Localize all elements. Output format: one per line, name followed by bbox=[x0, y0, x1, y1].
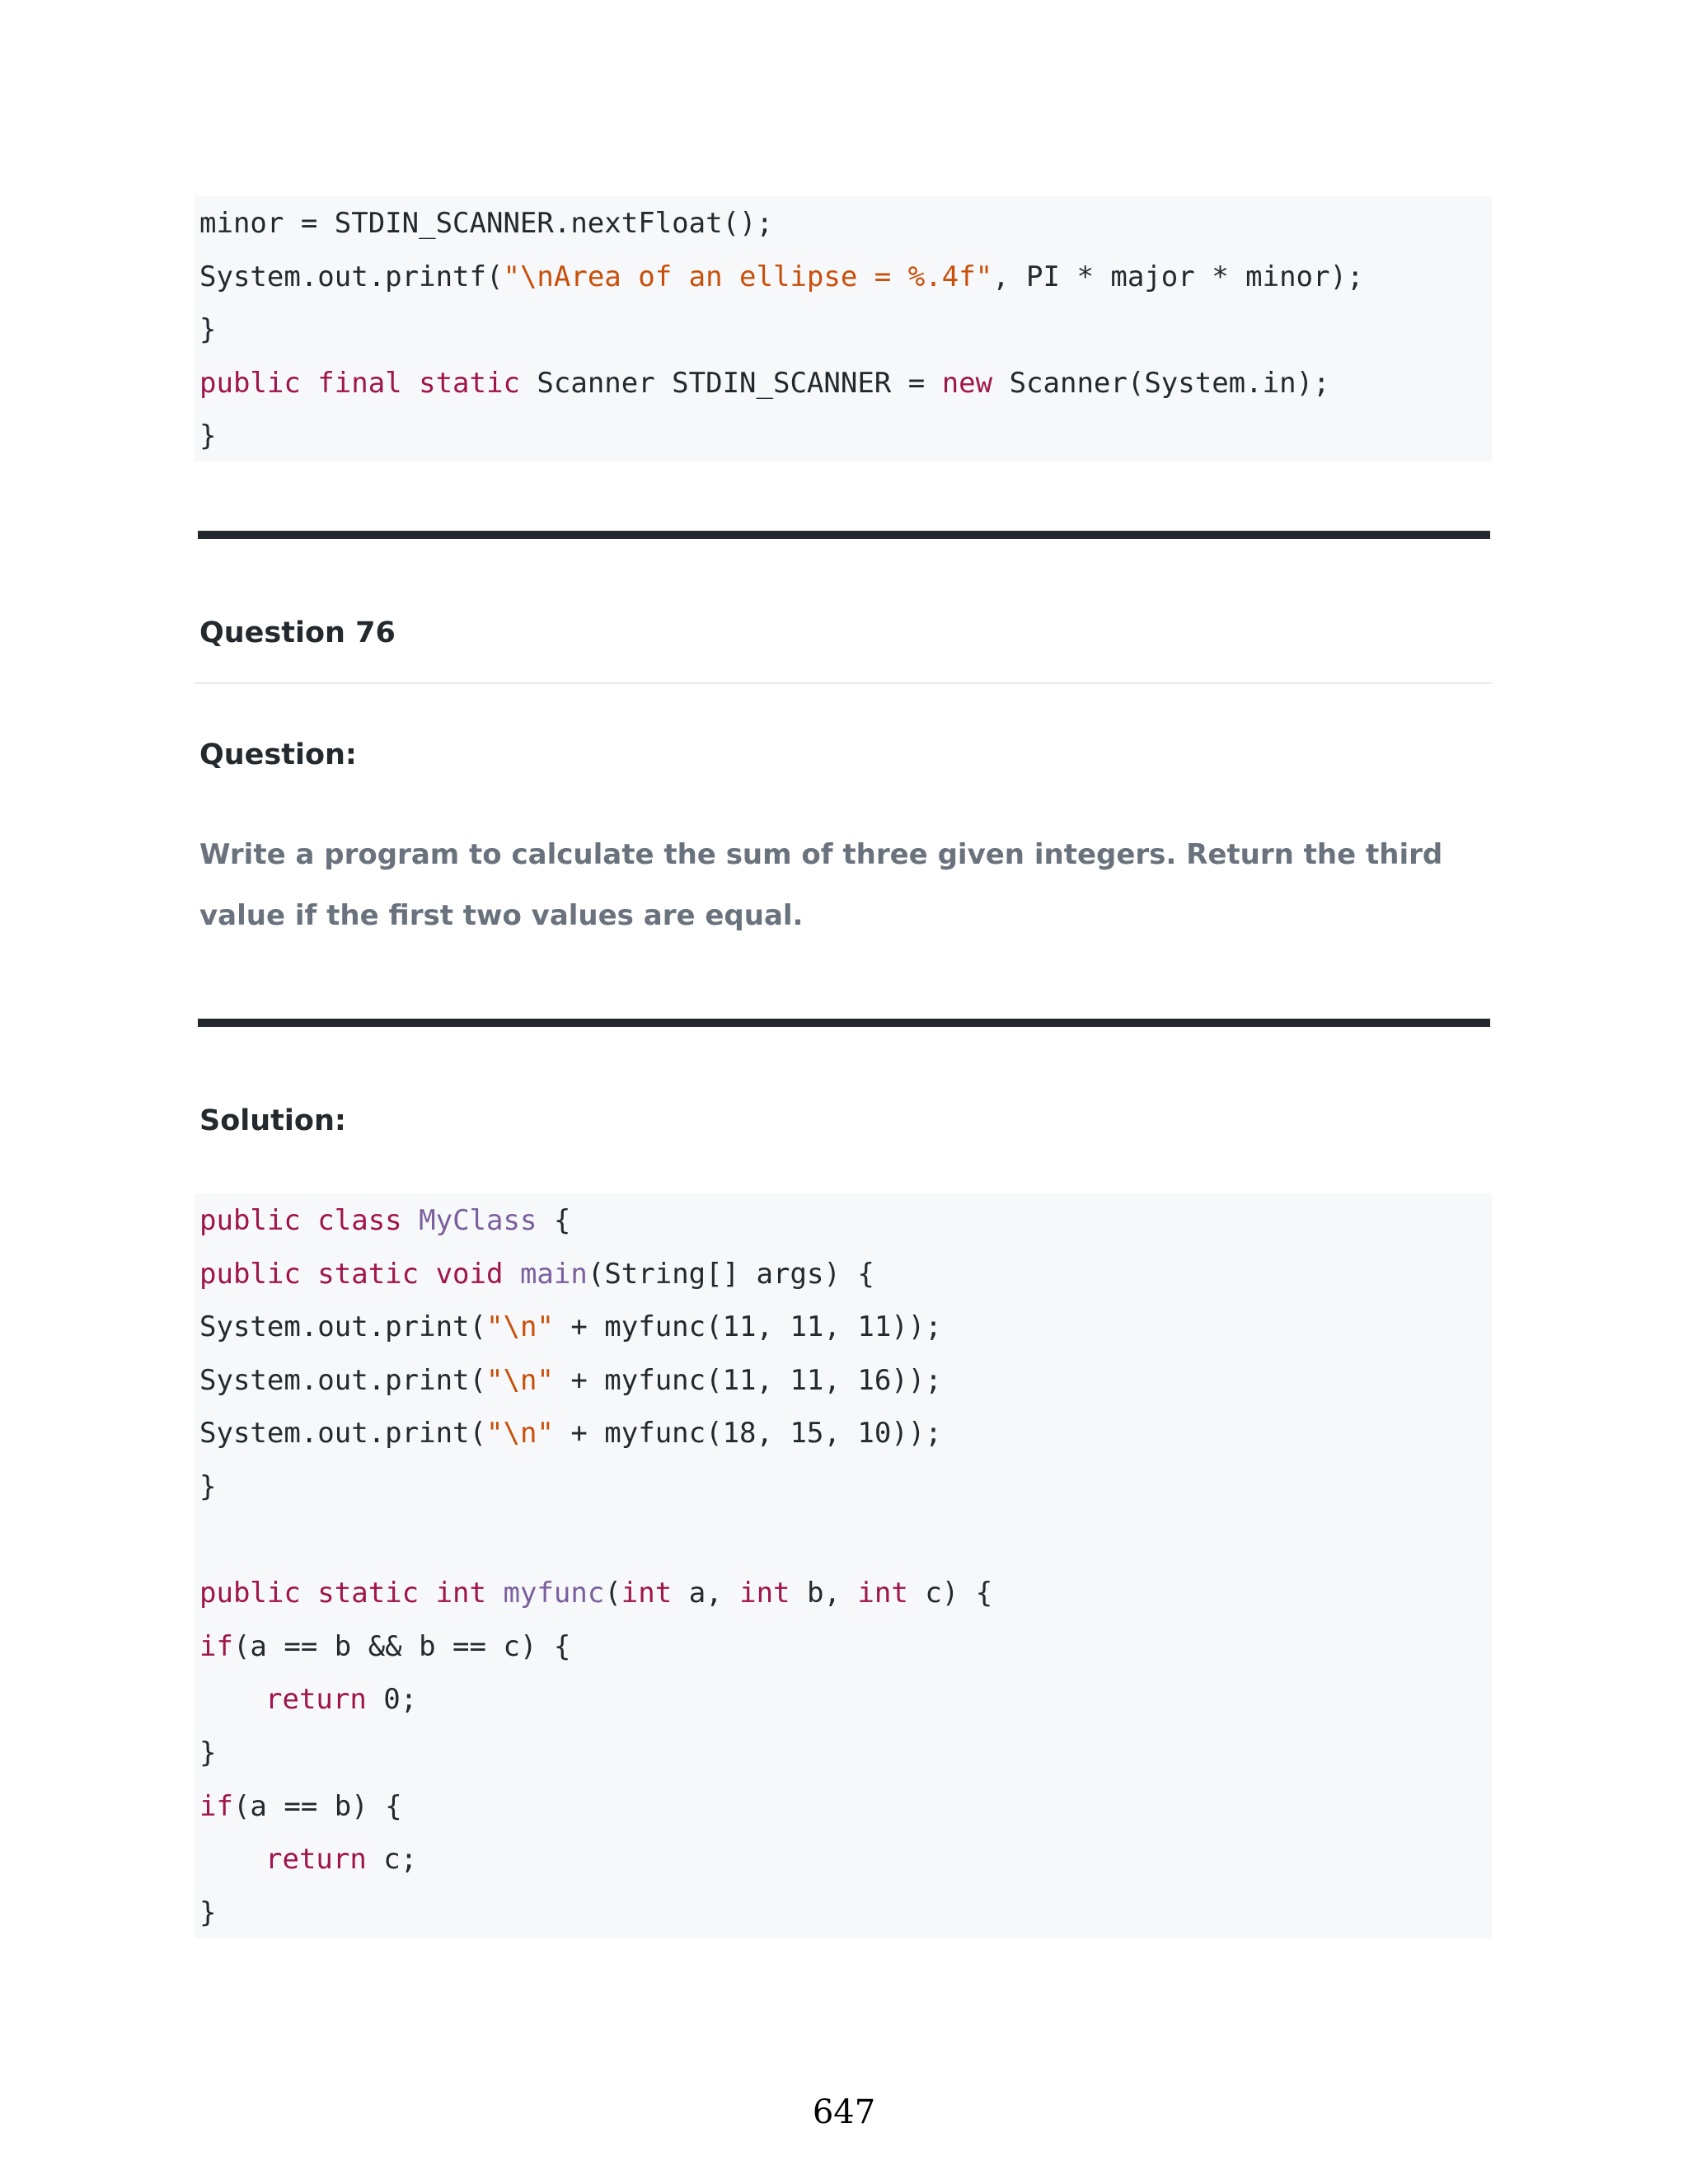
keyword: return bbox=[265, 1843, 367, 1877]
code-text: minor = STDIN_SCANNER.nextFloat(); bbox=[199, 207, 773, 240]
keyword: public static int bbox=[199, 1577, 486, 1610]
code-line bbox=[199, 1460, 1492, 1514]
string-literal: "\n" bbox=[486, 1363, 554, 1397]
code-text: } bbox=[199, 1736, 217, 1769]
code-line bbox=[199, 1567, 1492, 1620]
code-text: (String[] args) { bbox=[587, 1257, 874, 1291]
section-divider bbox=[198, 531, 1490, 539]
class-name: MyClass bbox=[419, 1204, 537, 1237]
keyword: public class bbox=[199, 1204, 402, 1237]
code-line bbox=[199, 1301, 1492, 1354]
code-line bbox=[199, 251, 1492, 304]
function-name: myfunc bbox=[503, 1577, 605, 1610]
code-text: Scanner STDIN_SCANNER = bbox=[519, 366, 942, 400]
string-literal: "\n" bbox=[486, 1417, 554, 1451]
code-text: 0; bbox=[366, 1683, 418, 1717]
code-text: System.out.print( bbox=[199, 1310, 486, 1344]
question-label: Question: bbox=[199, 738, 357, 771]
string-literal: "\n" bbox=[486, 1310, 554, 1344]
code-text: ( bbox=[604, 1577, 621, 1610]
code-text: a, bbox=[672, 1577, 740, 1610]
code-line bbox=[199, 1194, 1492, 1248]
code-text: } bbox=[199, 419, 217, 453]
string-literal: "\nArea of an ellipse = %.4f" bbox=[503, 260, 993, 293]
code-line bbox=[199, 1727, 1492, 1780]
code-text: } bbox=[199, 1469, 217, 1503]
heading-underline bbox=[195, 682, 1492, 684]
code-text: c; bbox=[366, 1843, 418, 1877]
keyword: if bbox=[199, 1629, 233, 1663]
code-line bbox=[199, 1833, 1492, 1886]
code-text: } bbox=[199, 1896, 217, 1929]
keyword: int bbox=[621, 1577, 673, 1610]
code-text: { bbox=[537, 1204, 571, 1237]
code-line bbox=[199, 1407, 1492, 1460]
code-text: + myfunc(18, 15, 10)); bbox=[553, 1417, 942, 1451]
keyword: public final static bbox=[199, 366, 520, 400]
keyword: int bbox=[857, 1577, 908, 1610]
code-text: c) { bbox=[907, 1577, 993, 1610]
code-text: } bbox=[199, 313, 217, 347]
keyword: int bbox=[739, 1577, 790, 1610]
code-text: System.out.printf( bbox=[199, 260, 504, 293]
code-line bbox=[199, 357, 1492, 410]
code-text: (a == b) { bbox=[232, 1789, 402, 1823]
code-text: , PI * major * minor); bbox=[992, 260, 1364, 293]
code-text: System.out.print( bbox=[199, 1363, 486, 1397]
code-line bbox=[199, 1354, 1492, 1408]
question-text: Write a program to calculate the sum of three given integers. Return the third value if the first two values are equal. bbox=[199, 838, 1443, 932]
code-line bbox=[199, 197, 1492, 251]
code-block-previous bbox=[195, 196, 1492, 462]
keyword: if bbox=[199, 1789, 233, 1823]
code-line bbox=[199, 1673, 1492, 1727]
page-number: 647 bbox=[812, 2093, 876, 2131]
code-block-solution bbox=[195, 1193, 1492, 1938]
keyword: return bbox=[265, 1683, 367, 1717]
code-text: + myfunc(11, 11, 11)); bbox=[553, 1310, 942, 1344]
code-text: System.out.print( bbox=[199, 1417, 486, 1451]
code-line bbox=[199, 410, 1492, 463]
code-text: b, bbox=[790, 1577, 858, 1610]
code-text: Scanner(System.in); bbox=[992, 366, 1330, 400]
code-line bbox=[199, 1886, 1492, 1940]
code-text: (a == b && b == c) { bbox=[232, 1629, 571, 1663]
blank-code-line bbox=[199, 1514, 1492, 1568]
function-name: main bbox=[519, 1257, 588, 1291]
keyword: public static void bbox=[199, 1257, 504, 1291]
section-divider bbox=[198, 1019, 1490, 1027]
code-line bbox=[199, 303, 1492, 357]
solution-label: Solution: bbox=[199, 1104, 346, 1137]
keyword: new bbox=[941, 366, 993, 400]
code-line bbox=[199, 1780, 1492, 1834]
code-line bbox=[199, 1248, 1492, 1301]
code-line bbox=[199, 1620, 1492, 1674]
code-text: + myfunc(11, 11, 16)); bbox=[553, 1363, 942, 1397]
question-title: Question 76 bbox=[199, 616, 396, 649]
